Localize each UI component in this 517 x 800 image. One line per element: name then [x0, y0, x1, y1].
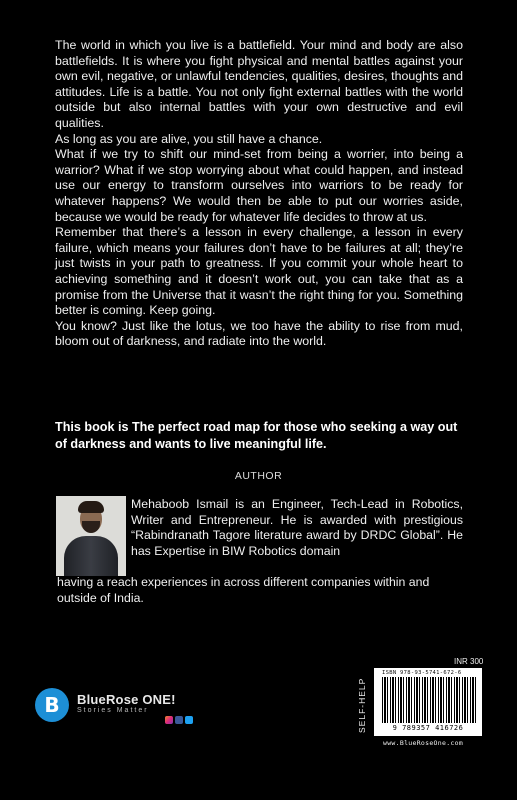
social-icons — [165, 716, 193, 724]
blurb-paragraph: Remember that there’s a lesson in every challenge, a lesson in every failure, which means your failures don’t have to be failures at all; they’re just twists in your path to greatness. If you commit your whole heart to achieving something and it doesn’t work out, you can take that as a promise from the Universe that it wasn’t the right thing for you. Something better is coming. Keep going. — [55, 225, 463, 318]
price: INR 300 — [454, 657, 484, 666]
logo-letter: B — [44, 693, 60, 717]
author-bio-continued: having a reach experiences in across different companies within and outside of India. — [57, 575, 430, 605]
publisher-name: BlueRose ONE! — [77, 692, 176, 707]
publisher-logo — [35, 687, 235, 737]
isbn-label: ISBN 978-93-5741-672-6 — [382, 670, 462, 676]
blurb-paragraph: The world in which you live is a battlefield. Your mind and body are also battlefields. It is where you fight physical and mental battles against your own evil, negative, or unlawful tendencies, qualities, desires, thoughts and attitudes. Life is a battle. You not only fight external battles with the world outside but also internal battles with your own destructive and evil qualities. — [55, 38, 463, 130]
author-bio: Mehaboob Ismail is an Engineer, Tech-Lead in Robotics, Writer and Entrepreneur. He is awarded with prestigious “Rabindranath Tagore literature award by DRDC Global”. He has Expertise in BIW Robotics domain — [131, 497, 463, 558]
instagram-icon — [165, 716, 173, 724]
publisher-logo-icon — [35, 688, 69, 722]
twitter-icon — [185, 716, 193, 724]
tagline: This book is The perfect road map for those who seeking a way out of darkness and wants to live meaningful life. — [55, 420, 458, 451]
blurb-paragraph: As long as you are alive, you still have a chance. — [55, 131, 323, 146]
blurb-paragraph: You know? Just like the lotus, we too have the ability to rise from mud, bloom out of darkness, and radiate into the world. — [55, 318, 463, 349]
publisher-website: www.BlueRoseOne.com — [383, 739, 464, 747]
blurb — [55, 38, 463, 350]
category-label: SELF-HELP — [357, 677, 367, 733]
blurb-paragraph: What if we try to shift our mind-set from being a worrier, into being a warrior? What if we stop worrying about what could happen, and instead use our energy to transform ourselves into warriors to be ready for whatever happens? We would then be able to put our worries aside, because we would be ready for whatever life decides to throw at us. — [55, 147, 463, 224]
barcode-number: 9 789357 416726 — [375, 724, 481, 732]
author-photo — [56, 496, 126, 576]
publisher-tagline: Stories Matter — [77, 707, 149, 714]
barcode — [382, 677, 478, 723]
author-heading: AUTHOR — [234, 470, 283, 482]
facebook-icon — [175, 716, 183, 724]
